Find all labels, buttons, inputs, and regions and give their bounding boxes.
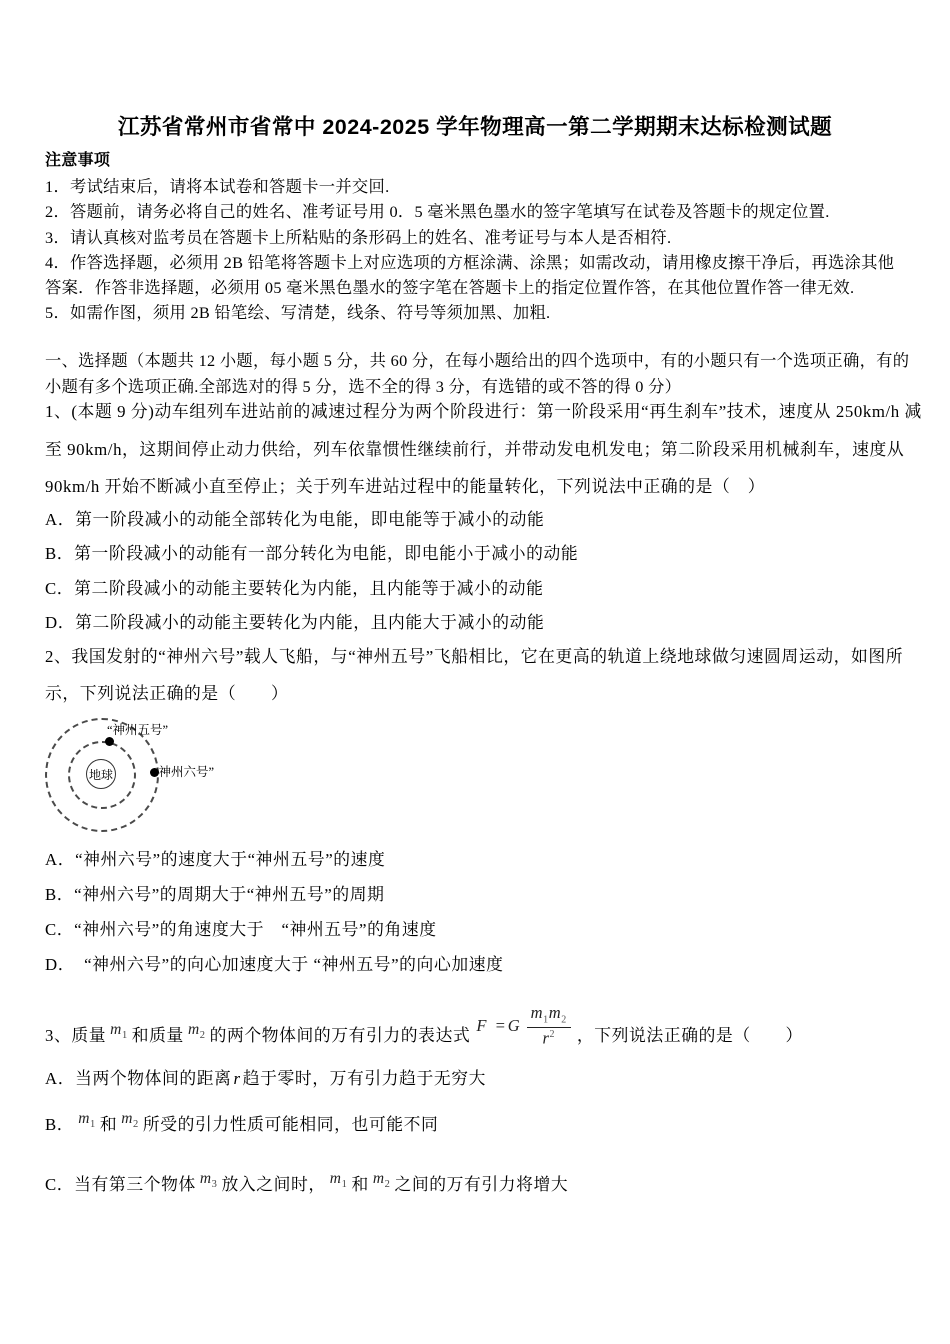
question-1-option-c: C．第二阶段减小的动能主要转化为内能，且内能等于减小的动能 — [45, 579, 544, 598]
question-2-option-d: D． “神州六号”的向心加速度大于 “神州五号”的向心加速度 — [45, 955, 504, 974]
question-1-line3: 90km/h 开始不断减小直至停止；关于列车进站过程中的能量转化，下列说法中正确的是（ ） — [45, 477, 766, 496]
question-3-text-3: 的两个物体间的万有引力的表达式 — [209, 1026, 471, 1045]
question-3-option-a: A．当两个物体间的距离 r 趋于零时，万有引力趋于无穷大 — [45, 1069, 487, 1088]
distance-r-variable: r — [233, 1069, 241, 1088]
question-3-option-b: B． $m_1$ 和 $m_2$ 所受的引力性质可能相同，也可能不同 — [45, 1110, 439, 1134]
mass3-variable: $m_3$ — [199, 1170, 218, 1191]
question-3-intro — [45, 1003, 803, 1059]
notice-item-3: 3．请认真核对监考员在答题卡上所粘贴的条形码上的姓名、准考证号与本人是否相符. — [45, 228, 672, 247]
notice-item-4-line1: 4．作答选择题，必须用 2B 铅笔将答题卡上对应选项的方框涂满、涂黑；如需改动，请用橡皮擦干净后，再选涂其他 — [45, 253, 895, 272]
mass2-variable: $m_2$ — [121, 1110, 139, 1131]
question-3-text-2: 和质量 — [131, 1026, 184, 1045]
mass1-variable: $m_1$ — [110, 1021, 128, 1042]
question-1-line1: 1、(本题 9 分)动车组列车进站前的减速过程分为两个阶段进行：第一阶段采用“再生刹车”技术，速度从 250km/h 减 — [45, 402, 922, 421]
question-1-option-a: A．第一阶段减小的动能全部转化为电能，即电能等于减小的动能 — [45, 510, 545, 529]
section-heading-line1: 一、选择题（本题共 12 小题，每小题 5 分，共 60 分，在每小题给出的四个选项中，有的小题只有一个选项正确，有的 — [45, 351, 910, 370]
section-heading-line2: 小题有多个选项正确.全部选对的得 5 分，选不全的得 3 分，有选错的或不答的得 0 分） — [45, 377, 682, 396]
earth-circle — [86, 759, 116, 789]
question-3-option-c: C．当有第三个物体 $m_3$ 放入之间时， $m_1$ 和 $m_2$ 之间的万有引力将增大 — [45, 1170, 569, 1194]
question-2-line1: 2、我国发射的“神州六号”载人飞船，与“神州五号”飞船相比，它在更高的轨道上绕地球做匀速圆周运动，如图所 — [45, 647, 904, 666]
earth-label: 地球 — [88, 767, 113, 782]
orbit-figure — [45, 715, 255, 837]
question-1-line2: 至 90km/h，这期间停止动力供给，列车依靠惯性继续前行，并带动发电机发电；第二阶段采用机械刹车，速度从 — [45, 440, 905, 459]
page-title: 江苏省常州市省常中 2024-2025 学年物理高一第二学期期末达标检测试题 — [117, 115, 833, 139]
notice-item-2: 2．答题前，请务必将自己的姓名、准考证号用 0．5 毫米黑色墨水的签字笔填写在试卷及答题卡的规定位置. — [45, 202, 830, 221]
question-3-text-1: 3、质量 — [45, 1026, 107, 1045]
gravity-formula: F =G $\frac{m_1m_2}{r^2}$ — [476, 1004, 571, 1048]
shenzhou5-satellite-dot — [105, 737, 114, 746]
question-2-option-c: C．“神州六号”的角速度大于 “神州五号”的角速度 — [45, 920, 437, 939]
shenzhou5-label: “神州五号” — [107, 723, 169, 737]
question-1-option-d: D．第二阶段减小的动能主要转化为内能，且内能大于减小的动能 — [45, 613, 545, 632]
notice-heading: 注意事项 — [45, 152, 111, 169]
question-1-option-b: B．第一阶段减小的动能有一部分转化为电能，即电能小于减小的动能 — [45, 544, 579, 563]
question-2-option-b: B．“神州六号”的周期大于“神州五号”的周期 — [45, 885, 385, 904]
mass1-variable: $m_1$ — [329, 1170, 348, 1191]
notice-item-1: 1．考试结束后，请将本试卷和答题卡一并交回. — [45, 177, 390, 196]
notice-item-4-line2: 答案．作答非选择题，必须用 05 毫米黑色墨水的签字笔在答题卡上的指定位置作答，在其他位置作答一律无效. — [45, 278, 855, 297]
mass2-variable: $m_2$ — [372, 1170, 391, 1191]
notice-item-5: 5．如需作图，须用 2B 铅笔绘、写清楚，线条、符号等须加黑、加粗. — [45, 303, 551, 322]
shenzhou6-label: “神州六号” — [153, 765, 215, 779]
mass2-variable: $m_2$ — [187, 1021, 206, 1042]
question-3-text-4: ，下列说法正确的是（ ） — [576, 1026, 803, 1045]
question-2-line2: 示，下列说法正确的是（ ） — [45, 684, 289, 703]
question-2-option-a: A．“神州六号”的速度大于“神州五号”的速度 — [45, 850, 386, 869]
mass1-variable: $m_1$ — [78, 1110, 96, 1131]
